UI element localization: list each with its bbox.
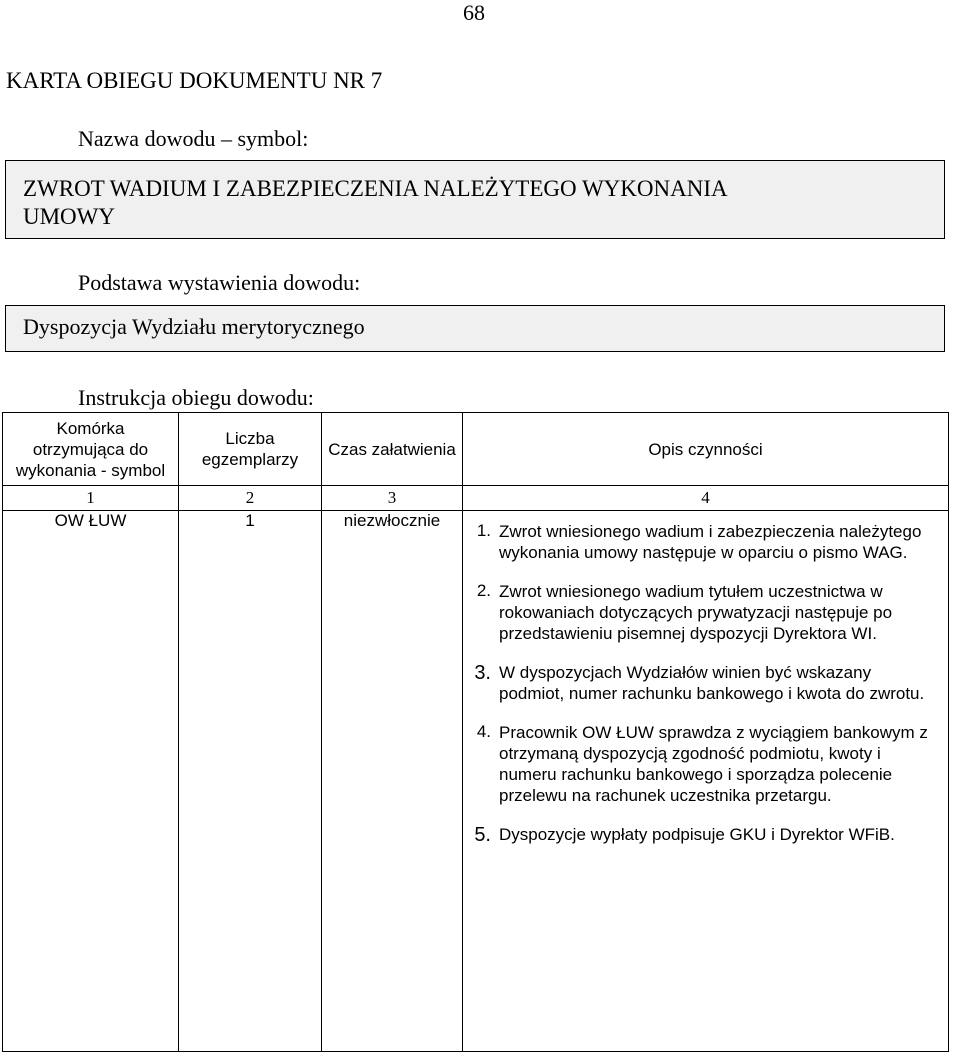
basis-value-box: [5, 305, 945, 352]
cell-copies: 1: [179, 511, 322, 1052]
circulation-table: [2, 412, 949, 1052]
cell-description: [463, 511, 949, 1052]
basis-label: Podstawa wystawienia dowodu:: [78, 270, 361, 295]
page-number: 68: [463, 0, 485, 25]
step-number: 1.: [476, 521, 491, 540]
header-description: Opis czynności: [463, 413, 949, 486]
step-number: 3.: [474, 662, 491, 684]
table-row: [3, 511, 949, 1052]
step-item: [463, 662, 940, 704]
step-text: Zwrot wniesionego wadium tytułem uczestnictwa w rokowaniach dotyczących prywatyzacji następuje po przedstawieniu pisemnej dyspozycji Dyrektora WI.: [499, 582, 893, 643]
step-text: Dyspozycje wypłaty podpisuje GKU i Dyrektor WFiB.: [499, 825, 895, 844]
column-number: 3: [322, 486, 463, 511]
document-title: KARTA OBIEGU DOKUMENTU NR 7: [6, 68, 383, 93]
step-item: [463, 824, 940, 845]
step-item: [463, 521, 940, 563]
header-copies: Liczba egzemplarzy: [179, 413, 322, 486]
name-value-line-2: UMOWY: [23, 204, 115, 229]
cell-time: niezwłocznie: [322, 511, 463, 1052]
step-number: 2.: [476, 581, 491, 600]
instruction-label: Instrukcja obiegu dowodu:: [78, 385, 314, 410]
step-text: Zwrot wniesionego wadium i zabezpieczenia należytego wykonania umowy następuje w oparciu o pismo WAG.: [499, 522, 922, 562]
cell-unit: OW ŁUW: [3, 511, 179, 1052]
step-number: 5.: [474, 824, 491, 846]
column-number-row: [3, 486, 949, 511]
name-label: Nazwa dowodu – symbol:: [78, 126, 309, 151]
basis-value: Dyspozycja Wydziału merytorycznego: [23, 314, 365, 339]
header-unit: Komórka otrzymująca do wykonania - symbol: [3, 413, 179, 486]
step-text: W dyspozycjach Wydziałów winien być wskazany podmiot, numer rachunku bankowego i kwota do zwrotu.: [499, 663, 925, 703]
column-number: 4: [463, 486, 949, 511]
step-number: 4.: [476, 722, 491, 741]
step-item: [463, 581, 940, 644]
name-value-line-1: ZWROT WADIUM I ZABEZPIECZENIA NALEŻYTEGO WYKONANIA: [23, 176, 728, 201]
step-item: [463, 722, 940, 806]
name-value-box: [5, 160, 945, 239]
header-time: Czas załatwienia: [322, 413, 463, 486]
table-header-row: [3, 413, 949, 486]
steps-list: [463, 521, 940, 845]
step-text: Pracownik OW ŁUW sprawdza z wyciągiem bankowym z otrzymaną dyspozycją zgodność podmiotu, kwoty i numeru rachunku bankowego i sporządza polecenie przelewu na rachunek uczestnika przetargu.: [499, 723, 928, 805]
column-number: 1: [3, 486, 179, 511]
column-number: 2: [179, 486, 322, 511]
